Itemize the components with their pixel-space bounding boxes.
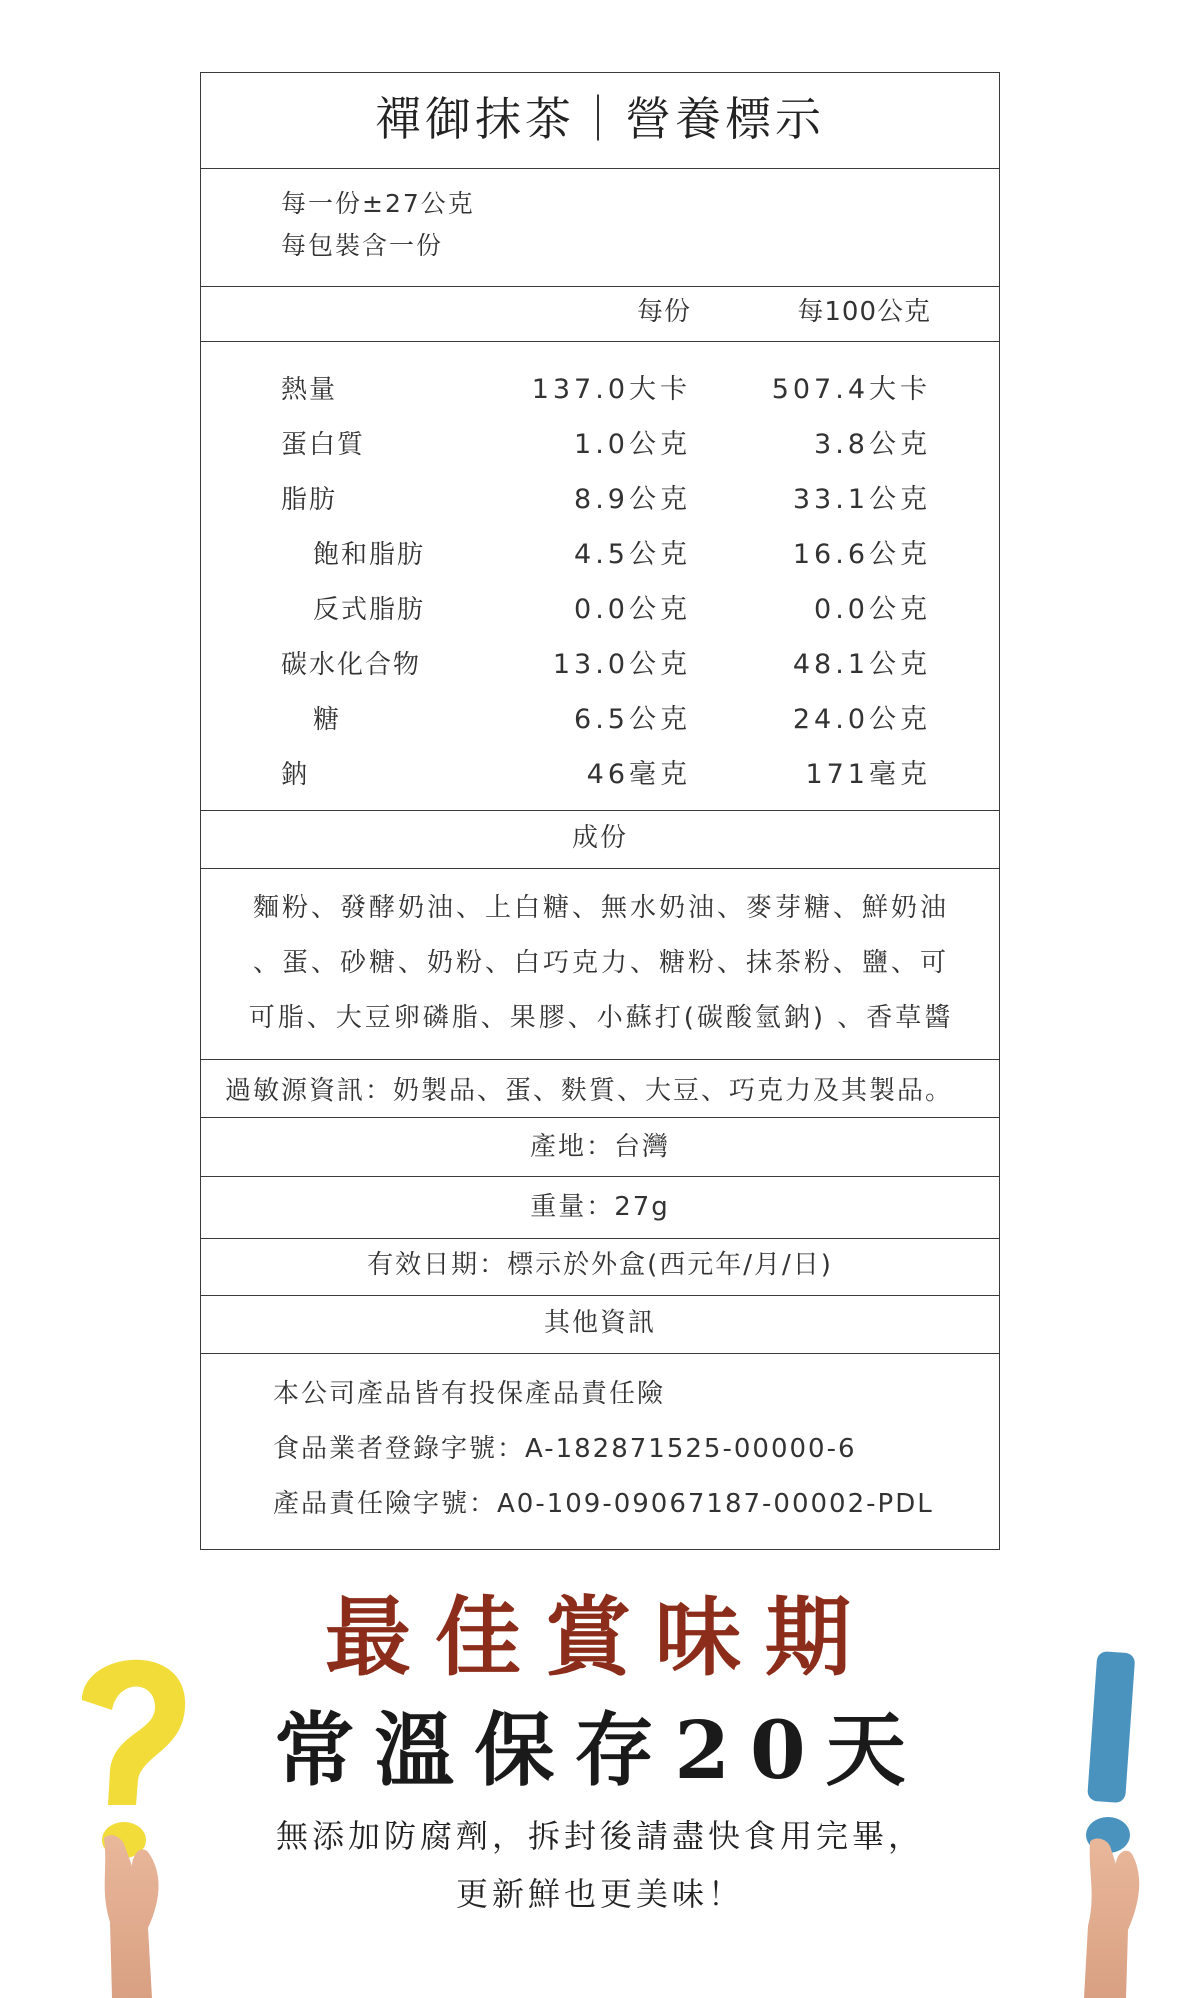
nutrient-per-serving: 13.0公克 — [552, 649, 691, 680]
nutrient-per-serving: 0.0公克 — [574, 594, 691, 625]
nutrient-per-100g: 16.6公克 — [792, 539, 931, 570]
nutrient-label: 碳水化合物 — [281, 650, 422, 680]
nutrient-per-100g: 33.1公克 — [792, 484, 931, 515]
nutrient-per-100g: 171毫克 — [805, 759, 931, 790]
exclamation-mark-icon — [1040, 1640, 1170, 1998]
nutrient-label: 反式脂肪 — [313, 595, 426, 625]
panel-title: 禪御抹茶｜營養標示 — [375, 92, 825, 146]
nutrient-per-serving: 137.0大卡 — [531, 374, 691, 405]
column-header-per-serving: 每份 — [636, 297, 691, 327]
nutrient-per-serving: 1.0公克 — [574, 429, 691, 460]
origin: 產地：台灣 — [529, 1132, 670, 1162]
nutrient-label: 糖 — [313, 705, 342, 735]
nutrient-per-serving: 4.5公克 — [574, 539, 691, 570]
nutrient-per-100g: 3.8公克 — [814, 429, 931, 460]
divider — [201, 1295, 999, 1296]
column-header-per-100g: 每100公克 — [797, 297, 931, 327]
divider — [201, 168, 999, 169]
note-line: 無添加防腐劑，拆封後請盡快食用完畢， — [275, 1817, 924, 1855]
nutrient-per-100g: 48.1公克 — [792, 649, 931, 680]
ingredients-line: 、蛋、砂糖、奶粉、白巧克力、糖粉、抹茶粉、鹽、可 — [252, 948, 949, 978]
divider — [201, 810, 999, 811]
note-line: 更新鮮也更美味！ — [455, 1875, 744, 1913]
other-info-line: 食品業者登錄字號：A-182871525-00000-6 — [273, 1434, 857, 1464]
nutrient-label: 鈉 — [281, 760, 310, 790]
question-mark-icon — [40, 1630, 220, 1998]
divider — [201, 286, 999, 287]
nutrient-per-100g: 507.4大卡 — [771, 374, 931, 405]
nutrient-per-serving: 46毫克 — [586, 759, 691, 790]
nutrition-panel — [200, 72, 1000, 1550]
nutrient-label: 脂肪 — [281, 485, 338, 515]
nutrient-per-serving: 8.9公克 — [574, 484, 691, 515]
other-info-heading: 其他資訊 — [543, 1308, 656, 1338]
divider — [201, 1117, 999, 1118]
other-info-line: 產品責任險字號：A0-109-09067187-00002-PDL — [273, 1489, 934, 1519]
storage-subheadline: 常溫保存20天 — [274, 1703, 926, 1797]
ingredients-heading: 成份 — [571, 823, 628, 853]
nutrient-label: 熱量 — [281, 375, 338, 405]
best-before-headline: 最佳賞味期 — [325, 1587, 875, 1688]
nutrient-per-serving: 6.5公克 — [574, 704, 691, 735]
expiry-date: 有效日期：標示於外盒(西元年/月/日) — [367, 1250, 833, 1280]
other-info-line: 本公司產品皆有投保產品責任險 — [273, 1379, 666, 1409]
divider — [201, 1353, 999, 1354]
divider — [201, 1238, 999, 1239]
weight: 重量：27g — [530, 1192, 670, 1222]
divider — [201, 1176, 999, 1177]
divider — [201, 868, 999, 869]
ingredients-line: 麵粉、發酵奶油、上白糖、無水奶油、麥芽糖、鮮奶油 — [252, 893, 949, 923]
ingredients-line: 可脂、大豆卵磷脂、果膠、小蘇打(碳酸氫鈉) 、香草醬 — [248, 1003, 954, 1033]
nutrient-per-100g: 0.0公克 — [814, 594, 931, 625]
nutrient-label: 蛋白質 — [281, 430, 366, 460]
divider — [201, 341, 999, 342]
nutrient-per-100g: 24.0公克 — [792, 704, 931, 735]
nutrient-label: 飽和脂肪 — [313, 540, 426, 570]
allergen-info: 過敏源資訊：奶製品、蛋、麩質、大豆、巧克力及其製品。 — [225, 1076, 954, 1106]
serving-size: 每一份±27公克 — [281, 189, 475, 218]
servings-per-pack: 每包裝含一份 — [281, 231, 444, 260]
divider — [201, 1059, 999, 1060]
